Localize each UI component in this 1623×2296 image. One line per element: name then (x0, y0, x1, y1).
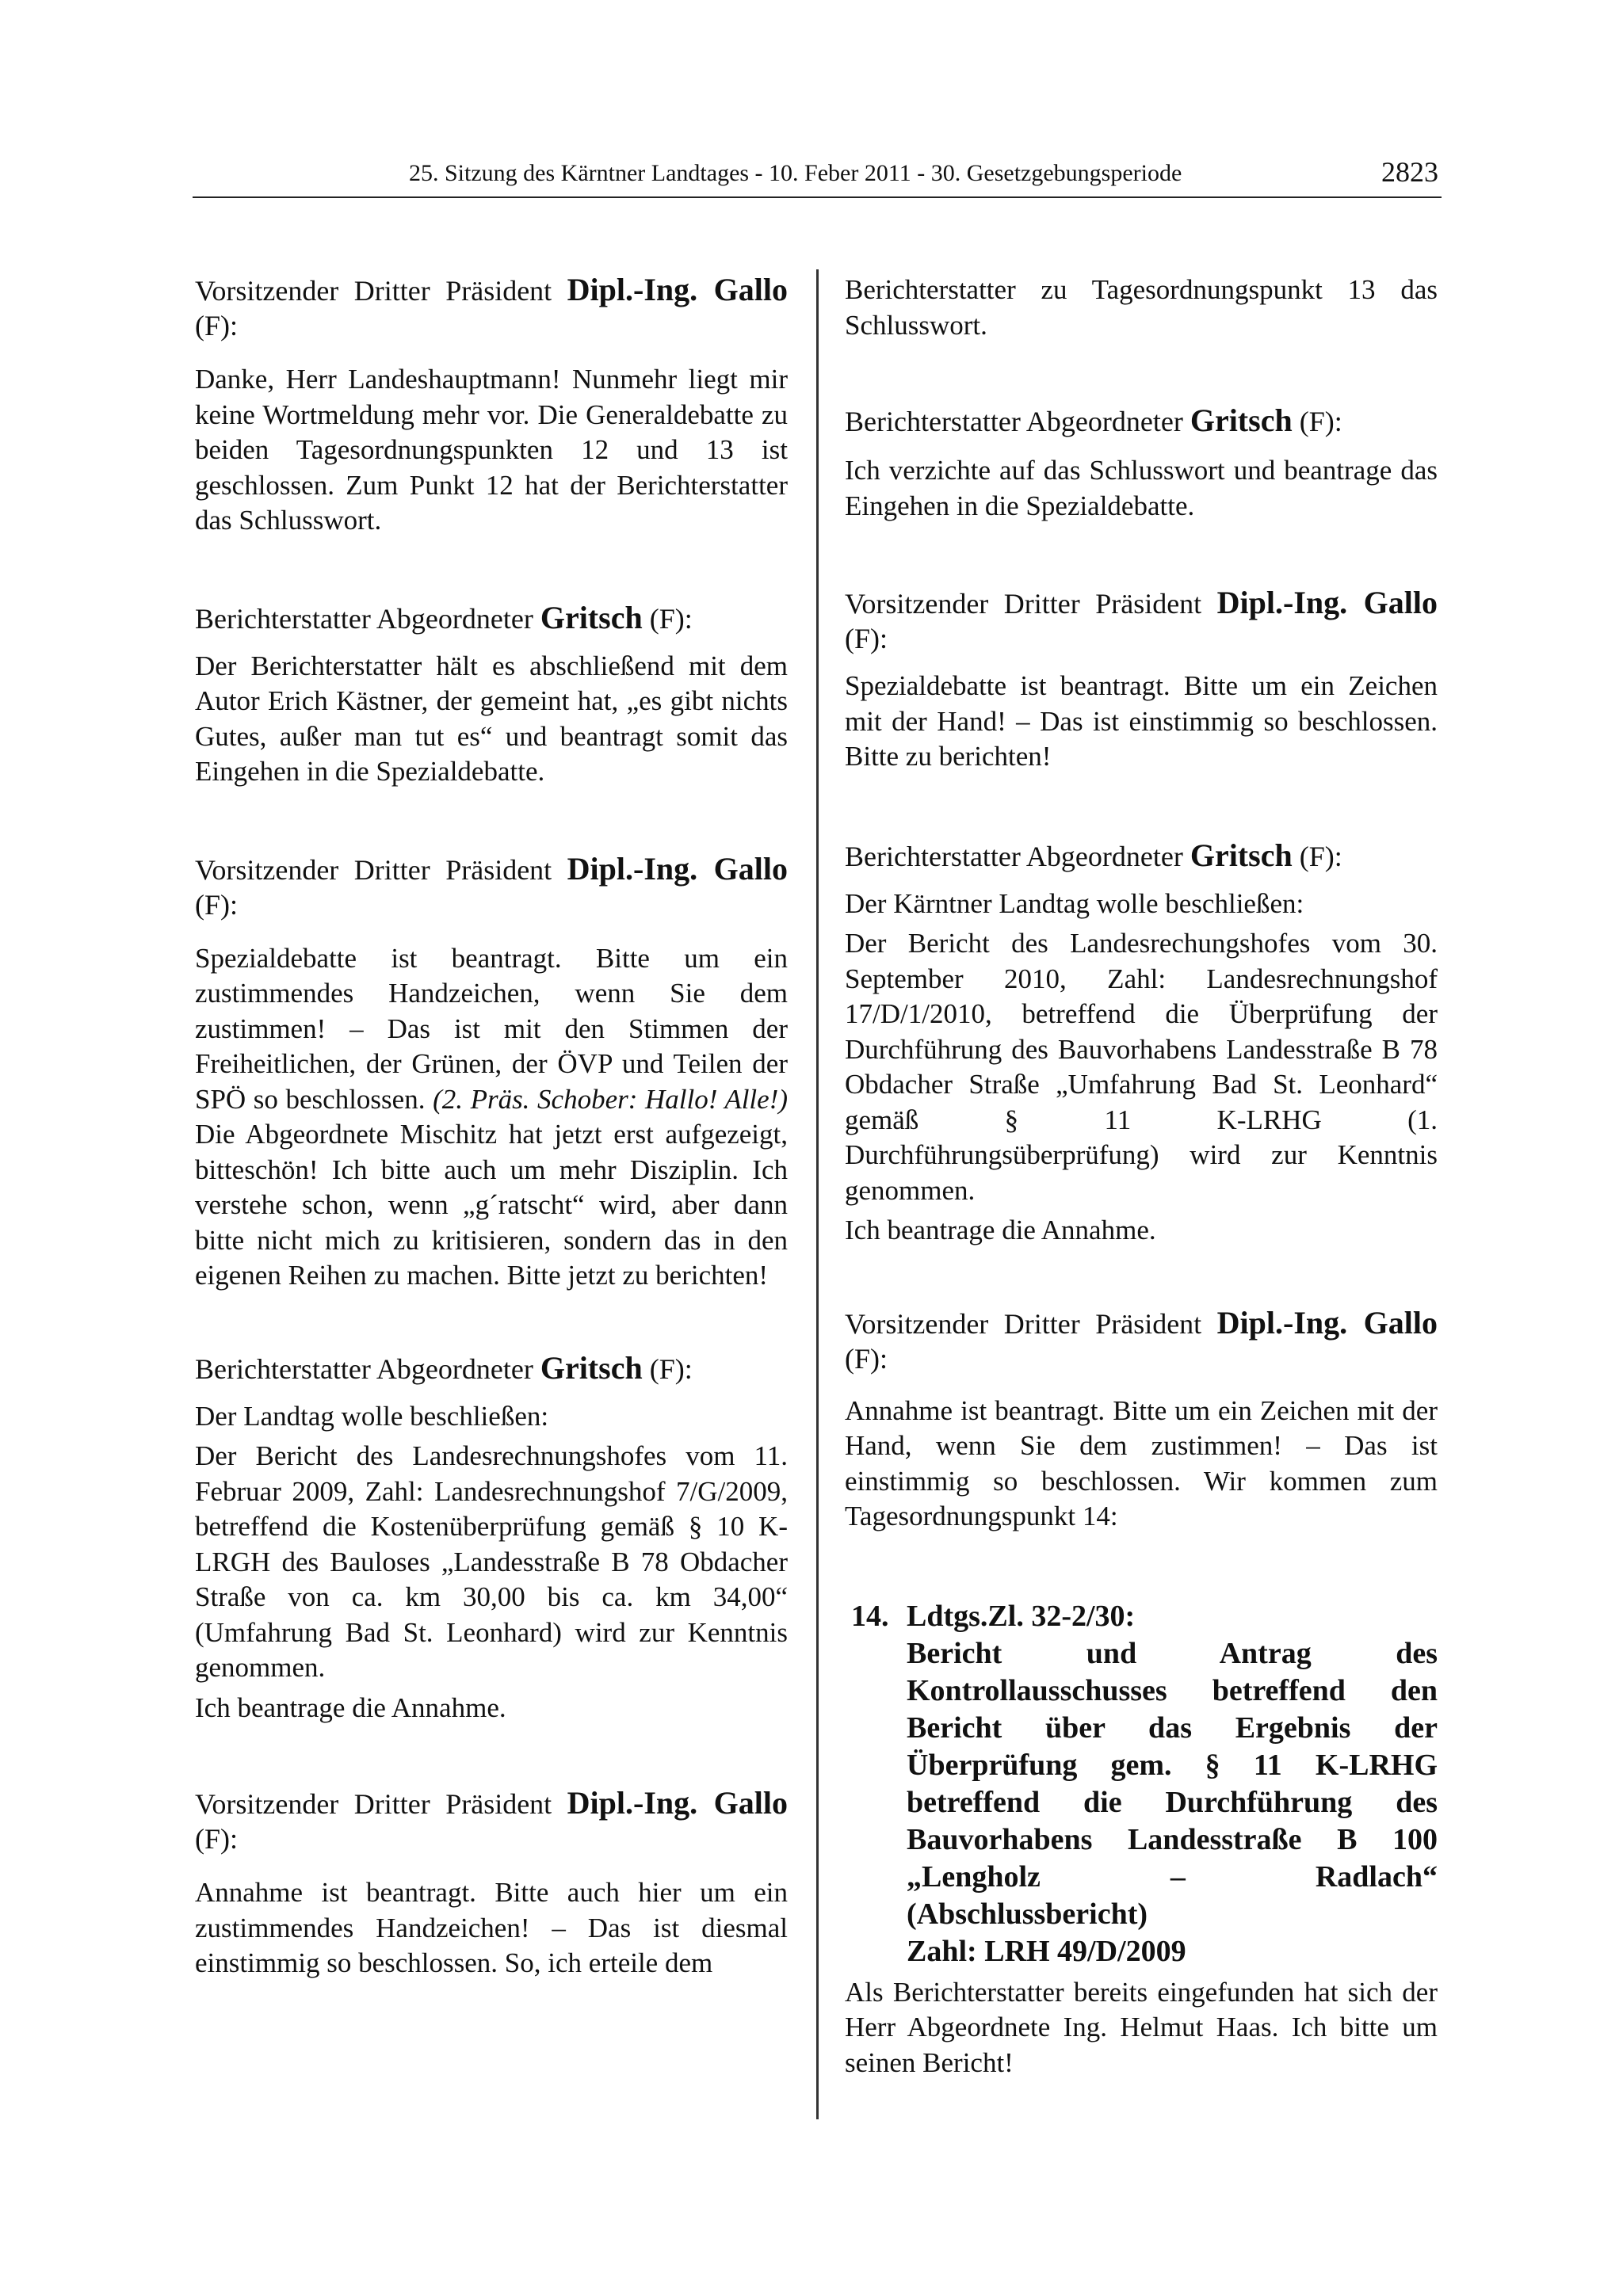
speech-text (195, 941, 788, 1294)
agenda-number: 14. (851, 1599, 889, 1633)
speaker-heading (195, 273, 788, 343)
speech-block (845, 403, 1438, 524)
right-column (845, 273, 1438, 2081)
speech-block (195, 1351, 788, 1726)
speaker-name: Dipl.-Ing. Gallo (567, 850, 788, 887)
speaker-party: (F): (1292, 840, 1342, 872)
speech-text: Danke, Herr Landeshauptmann! Nunmehr liegt mir keine Wortmeldung mehr vor. Die Generaldebatte zu beiden Tagesordnungspunkten 12 und 13 ist geschlossen. Zum Punkt 12 hat der Berichterstatter das Schlusswort. (195, 364, 788, 536)
motion-intro: Der Kärntner Landtag wolle beschließen: (845, 887, 1304, 919)
speaker-heading (845, 585, 1438, 656)
speaker-party: (F): (845, 623, 888, 654)
speaker-name: Dipl.-Ing. Gallo (1216, 1304, 1438, 1341)
interjection: (2. Präs. Schober: Hallo! Alle!) (433, 1083, 788, 1115)
speaker-role: Berichterstatter Abgeordneter (195, 1352, 540, 1385)
speaker-heading (195, 1351, 788, 1386)
speech-text: Als Berichterstatter bereits eingefunden hat sich der Herr Abgeordnete Ing. Helmut Haas. Ich bitte um seinen Bericht! (845, 1976, 1438, 2078)
speaker-role: Berichterstatter Abgeordneter (845, 406, 1190, 437)
speaker-name: Dipl.-Ing. Gallo (567, 272, 788, 307)
speech-text: Spezialdebatte ist beantragt. Bitte um ein Zeichen mit der Hand! – Das ist einstimmig so beschlossen. Bitte zu berichten! (845, 670, 1438, 772)
agenda-item (851, 1598, 1438, 1970)
speaker-role: Berichterstatter Abgeordneter (195, 602, 540, 635)
speech-text-part: Die Abgeordnete Mischitz hat jetzt erst aufgezeigt, bitteschön! Ich bitte auch um mehr Disziplin. Ich verstehe schon, wenn „g´ratscht“ wird, aber dann bitte nicht mich zu kritisieren, sondern das in den eigenen Reihen zu machen. Bitte jetzt zu berichten! (195, 1119, 788, 1291)
speaker-role: Vorsitzender Dritter Präsident (195, 275, 567, 307)
speech-text: Annahme ist beantragt. Bitte auch hier um ein zustimmendes Handzeichen! – Das ist diesmal einstimmig so beschlossen. So, ich erteile dem (195, 1877, 788, 1978)
speaker-heading (195, 852, 788, 922)
agenda-reference: Ldtgs.Zl. 32-2/30: (907, 1599, 1136, 1633)
motion-text: Der Bericht des Landesrechnungshofes vom 11. Februar 2009, Zahl: Landesrechnungshof 7/G/2009, betreffend die Kostenüberprüfung gemäß § 10 K-LRGH des Bauloses „Landesstraße B 78 Obdacher Straße von ca. km 30,00 bis ca. km 34,00“ (Umfahrung Bad St. Leonhard) wird zur Kenntnis genommen. (195, 1440, 788, 1683)
speech-block (195, 273, 788, 539)
speaker-name: Dipl.-Ing. Gallo (567, 1785, 788, 1821)
speaker-party: (F): (1292, 406, 1342, 437)
speaker-heading (845, 403, 1438, 439)
motion-intro: Der Landtag wolle beschließen: (195, 1400, 549, 1432)
speaker-name: Gritsch (1190, 402, 1293, 438)
speaker-heading (845, 838, 1438, 874)
speaker-party: (F): (845, 1342, 888, 1375)
speech-block (195, 1786, 788, 1981)
speaker-role: Vorsitzender Dritter Präsident (195, 853, 567, 886)
agenda-title: Bericht und Antrag des Kontrollausschusses betreffend den Bericht über das Ergebnis der Überprüfung gem. § 11 K-LRHG betreffend die Durchführung des Bauvorhabens Landesstraße B 100 „Lengholz – Radlach“ (Abschlussbericht) (907, 1636, 1438, 1931)
speaker-party: (F): (642, 1352, 693, 1385)
speech-block (845, 1306, 1438, 1535)
page-number: 2823 (1381, 156, 1438, 188)
speech-text: Annahme ist beantragt. Bitte um ein Zeichen mit der Hand, wenn Sie dem zustimmen! – Das ist einstimmig so beschlossen. Wir kommen zum Tagesordnungspunkt 14: (845, 1394, 1438, 1531)
speaker-party: (F): (642, 602, 693, 635)
speaker-name: Gritsch (540, 1349, 643, 1386)
speaker-name: Gritsch (1190, 837, 1293, 873)
header-title: 25. Sitzung des Kärntner Landtages - 10. Feber 2011 - 30. Gesetzgebungsperiode (409, 160, 1182, 186)
speech-block (845, 585, 1438, 775)
speaker-name: Dipl.-Ing. Gallo (1216, 585, 1438, 620)
left-column (195, 273, 788, 1981)
speech-block (195, 852, 788, 1294)
speaker-role: Vorsitzender Dritter Präsident (845, 1307, 1217, 1340)
speaker-party: (F): (195, 310, 238, 341)
speaker-role: Vorsitzender Dritter Präsident (195, 1788, 567, 1820)
speech-text: Der Berichterstatter hält es abschließend mit dem Autor Erich Kästner, der gemeint hat, „es gibt nichts Gutes, außer man tut es“ und beantragt somit das Eingehen in die Spezialdebatte. (195, 650, 788, 787)
speaker-role: Berichterstatter Abgeordneter (845, 840, 1190, 872)
speech-text: Ich verzichte auf das Schlusswort und beantrage das Eingehen in die Spezialdebatte. (845, 455, 1438, 521)
speaker-party: (F): (195, 1823, 238, 1855)
speaker-name: Gritsch (540, 599, 643, 635)
speaker-heading (195, 1786, 788, 1856)
speech-block (845, 273, 1438, 343)
speaker-party: (F): (195, 888, 238, 921)
speech-text-part: Spezialdebatte ist beantragt. Bitte um ein zustimmendes Handzeichen, wenn Sie dem zustimmen! – Das ist mit den Stimmen der Freiheitlichen, der Grünen, der ÖVP und Teilen der SPÖ so beschlossen. (195, 942, 788, 1115)
motion-text: Der Bericht des Landesrechungshofes vom 30. September 2010, Zahl: Landesrechnungshof 17/D/1/2010, betreffend die Überprüfung der Durchführung des Bauvorhabens Landesstraße B 78 Obdacher Straße „Umfahrung Bad St. Leonhard“ gemäß § 11 K-LRHG (1. Durchführungsüberprüfung) wird zur Kenntnis genommen. (845, 928, 1438, 1206)
motion-request: Ich beantrage die Annahme. (845, 1215, 1156, 1245)
motion-request: Ich beantrage die Annahme. (195, 1691, 506, 1723)
page-header (193, 157, 1442, 198)
speaker-heading (845, 1306, 1438, 1376)
speech-text: Berichterstatter zu Tagesordnungspunkt 13 das Schlusswort. (845, 274, 1438, 341)
speech-block (845, 1975, 1438, 2081)
agenda-zahl: Zahl: LRH 49/D/2009 (907, 1934, 1186, 1968)
speaker-heading (195, 601, 788, 636)
speech-block (195, 601, 788, 790)
speaker-role: Vorsitzender Dritter Präsident (845, 588, 1217, 620)
column-divider (816, 269, 819, 2119)
agenda-body (907, 1598, 1438, 1970)
speech-block (845, 838, 1438, 1249)
